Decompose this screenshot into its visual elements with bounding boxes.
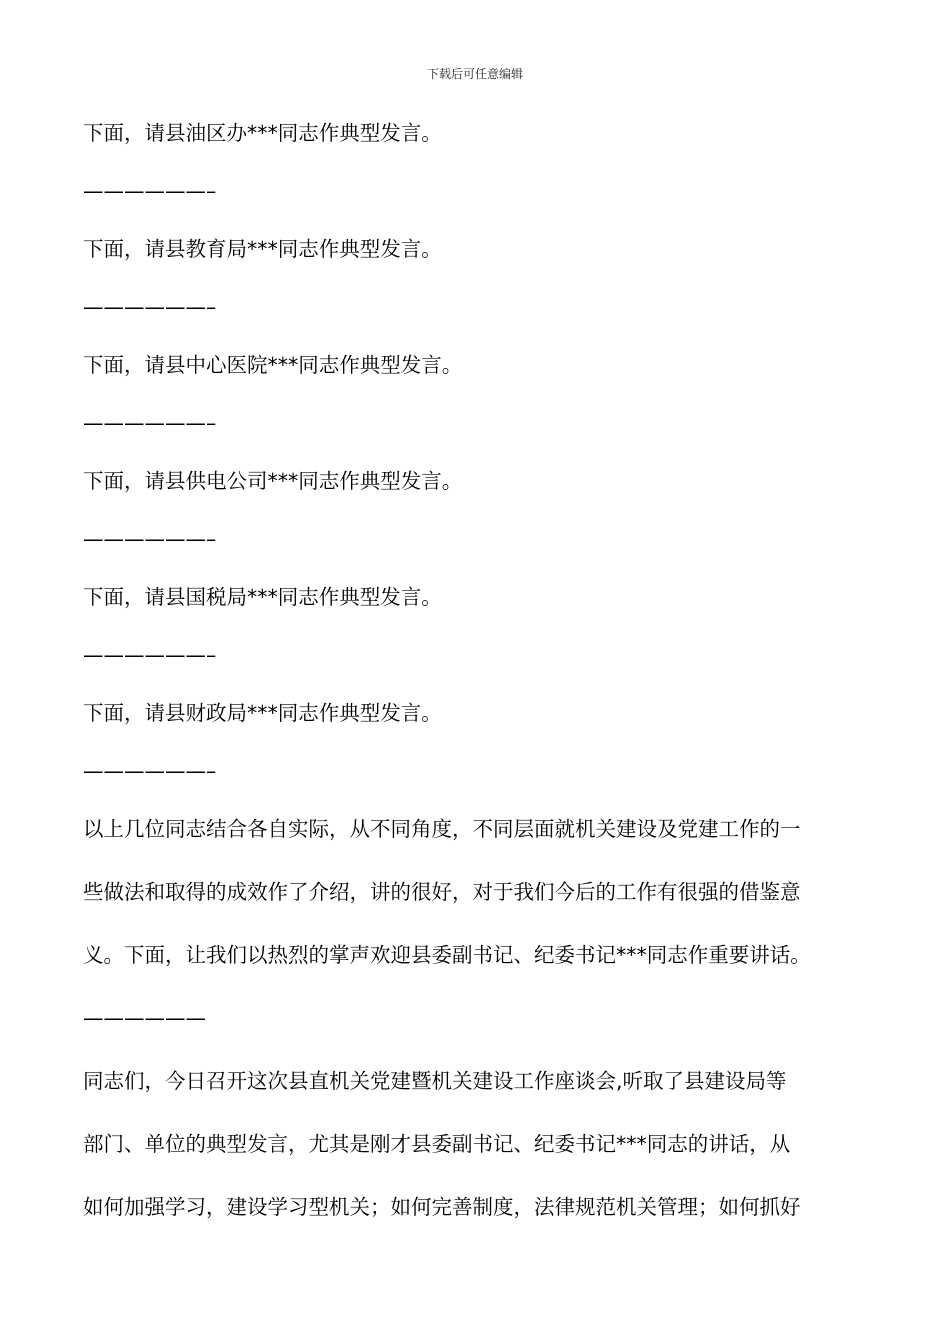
page-header: 下载后可任意编辑 — [426, 67, 523, 81]
paragraph-line: 些做法和取得的成效作了介绍，讲的很好，对于我们今后的工作有很强的借鉴意 — [83, 880, 801, 904]
paragraph-line: 如何加强学习，建设学习型机关；如何完善制度，法律规范机关管理；如何抓好 — [83, 1195, 801, 1219]
dash-separator: ——————– — [83, 643, 217, 667]
speech-intro-line: 下面，请县油区办***同志作典型发言。 — [83, 121, 442, 145]
summary-paragraph — [83, 798, 870, 1239]
speech-intro-line: 下面，请县供电公司***同志作典型发言。 — [83, 469, 463, 493]
document-body — [83, 118, 870, 1239]
speech-intro-line: 下面，请县教育局***同志作典型发言。 — [83, 237, 442, 261]
dash-separator: ——————– — [83, 295, 217, 319]
paragraph-line: 以上几位同志结合各自实际，从不同角度，不同层面就机关建设及党建工作的一 — [83, 817, 801, 841]
paragraph-line: 义。下面，让我们以热烈的掌声欢迎县委副书记、纪委书记***同志作重要讲话。 — [83, 943, 811, 967]
dash-separator: ——————– — [83, 411, 217, 435]
speech-intro-line: 下面，请县中心医院***同志作典型发言。 — [83, 353, 463, 377]
paragraph-line: 部门、单位的典型发言，尤其是刚才县委副书记、纪委书记***同志的讲话，从 — [83, 1132, 791, 1156]
dash-separator: ——————– — [83, 759, 217, 783]
speech-intro-line: 下面，请县财政局***同志作典型发言。 — [83, 701, 442, 725]
dash-separator: ——————– — [83, 179, 217, 203]
speech-intro-line: 下面，请县国税局***同志作典型发言。 — [83, 585, 442, 609]
dash-separator: ——————– — [83, 527, 217, 551]
dash-separator: —————— — [83, 1006, 206, 1030]
paragraph-line: 同志们，今日召开这次县直机关党建暨机关建设工作座谈会,听取了县建设局等 — [83, 1069, 787, 1093]
